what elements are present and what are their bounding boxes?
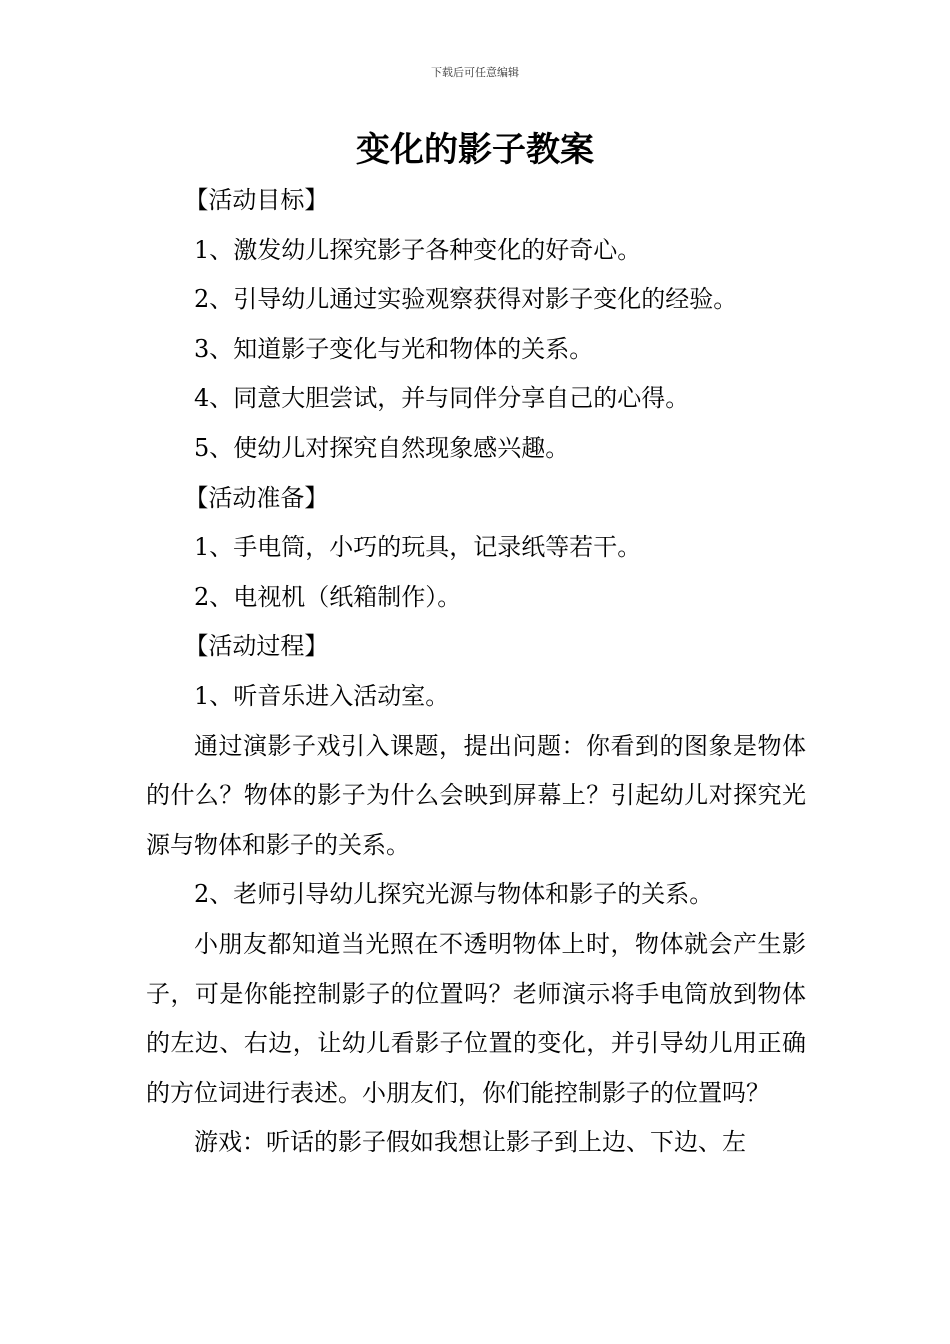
goal-item-2: 2、引导幼儿通过实验观察获得对影子变化的经验。 [194,285,738,314]
preparation-item-1: 1、手电筒，小巧的玩具，记录纸等若干。 [194,533,642,562]
section-heading-process: 【活动过程】 [184,632,329,661]
goal-item-1: 1、激发幼儿探究影子各种变化的好奇心。 [194,235,642,264]
process-paragraph-game: 游戏：听话的影子假如我想让影子到上边、下边、左 [194,1128,746,1157]
section-heading-preparation: 【活动准备】 [184,483,329,512]
goal-item-3: 3、知道影子变化与光和物体的关系。 [194,334,594,363]
process-paragraph-demo: 小朋友都知道当光照在不透明物体上时，物体就会产生影子，可是你能控制影子的位置吗？老师演示将手电筒放到物体的左边、右边，让幼儿看影子位置的变化，并引导幼儿用正确的方位词进行表述。小朋友们，你们能控制影子的位置吗？ [146,929,806,1107]
section-heading-goals: 【活动目标】 [184,186,329,214]
document-title: 变化的影子教案 [356,130,594,170]
preparation-item-2: 2、电视机（纸箱制作）。 [194,582,462,611]
process-paragraph-intro: 通过演影子戏引入课题，提出问题：你看到的图象是物体的什么？物体的影子为什么会映到屏幕上？引起幼儿对探究光源与物体和影子的关系。 [146,731,806,859]
goal-item-4: 4、同意大胆尝试，并与同伴分享自己的心得。 [194,384,690,413]
goal-item-5: 5、使幼儿对探究自然现象感兴趣。 [194,433,570,462]
process-step-1: 1、听音乐进入活动室。 [194,681,450,710]
process-step-2: 2、老师引导幼儿探究光源与物体和影子的关系。 [194,880,714,909]
page-header-note: 下载后可任意编辑 [431,66,519,79]
document-body [146,176,806,1168]
